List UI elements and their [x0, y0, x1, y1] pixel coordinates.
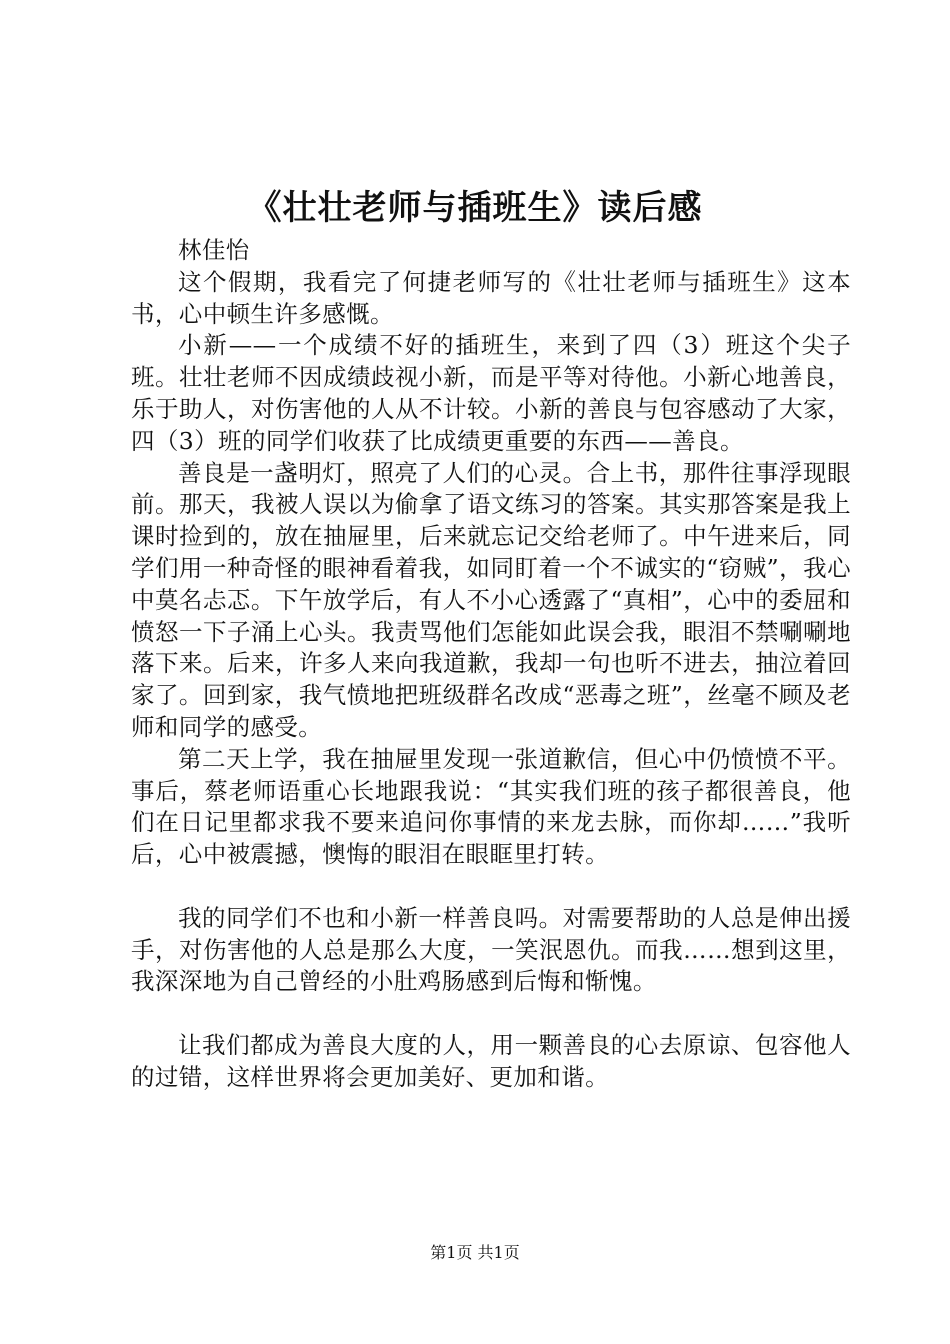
paragraph-2: 小新——一个成绩不好的插班生，来到了四（3）班这个尖子班。壮壮老师不因成绩歧视小新，而是平等对待他。小新心地善良，乐于助人，对伤害他的人从不计较。小新的善良与包容感动了大家，四（3）班的同学们收获了比成绩更重要的东西——善良。 — [131, 331, 851, 455]
document-body — [131, 235, 851, 1094]
paragraph-6: 让我们都成为善良大度的人，用一颗善良的心去原谅、包容他人的过错，这样世界将会更加美好、更加和谐。 — [131, 1030, 851, 1091]
page-number-footer: 第1页 共1页 — [430, 1243, 520, 1262]
paragraph-4: 第二天上学，我在抽屉里发现一张道歉信，但心中仍愤愤不平。事后，蔡老师语重心长地跟我说：“其实我们班的孩子都很善良，他们在日记里都求我不要来追问你事情的来龙去脉，而你却……”我听后，心中被震撼，懊悔的眼泪在眼眶里打转。 — [131, 744, 851, 869]
paragraph-spacer — [131, 871, 851, 903]
paragraph-1: 这个假期，我看完了何捷老师写的《壮壮老师与插班生》这本书，心中顿生许多感慨。 — [131, 267, 851, 328]
paragraph-spacer — [131, 998, 851, 1030]
paragraph-3: 善良是一盏明灯，照亮了人们的心灵。合上书，那件往事浮现眼前。那天，我被人误以为偷拿了语文练习的答案。其实那答案是我上课时捡到的，放在抽屉里，后来就忘记交给老师了。中午进来后，同学们用一种奇怪的眼神看着我，如同盯着一个不诚实的“窃贼”，我心中莫名忐忑。下午放学后，有人不小心透露了“真相”，心中的委屈和愤怒一下子涌上心头。我责骂他们怎能如此误会我，眼泪不禁唰唰地落下来。后来，许多人来向我道歉，我却一句也听不进去，抽泣着回家了。回到家，我气愤地把班级群名改成“恶毒之班”，丝毫不顾及老师和同学的感受。 — [131, 458, 851, 741]
author-name: 林佳怡 — [178, 236, 250, 264]
paragraph-5: 我的同学们不也和小新一样善良吗。对需要帮助的人总是伸出援手，对伤害他的人总是那么大度，一笑泯恩仇。而我……想到这里，我深深地为自己曾经的小肚鸡肠感到后悔和惭愧。 — [131, 903, 851, 996]
document-title: 《壮壮老师与插班生》读后感 — [247, 188, 703, 228]
